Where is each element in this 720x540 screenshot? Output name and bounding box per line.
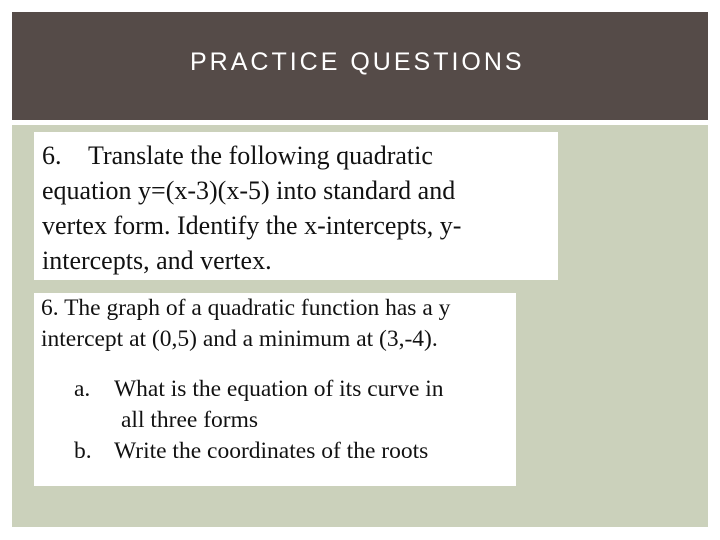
question-1-number: 6. (42, 141, 62, 170)
question-2-subitems (41, 374, 516, 467)
slide-content-panel (12, 125, 708, 527)
item-b-text: Write the coordinates of the roots (114, 438, 429, 464)
question-2-item-b (41, 436, 516, 467)
question-card-1 (34, 132, 558, 280)
item-a-continuation: all three forms (121, 407, 259, 433)
question-2-line-2: intercept at (0,5) and a minimum at (3,-4). (41, 326, 438, 352)
item-a-letter: a. (74, 376, 91, 402)
question-1-line-2: equation y=(x-3)(x-5) into standard and (42, 176, 456, 205)
question-card-2 (34, 293, 516, 486)
question-2-item-a (41, 374, 516, 405)
question-1-line-4: intercepts, and vertex. (42, 246, 272, 275)
slide-title: PRACTICE QUESTIONS (190, 48, 525, 76)
item-b-letter: b. (74, 438, 92, 464)
question-2-line-1: 6. The graph of a quadratic function has a y (41, 295, 451, 321)
question-1-line-1 (42, 138, 558, 173)
item-a-text: What is the equation of its curve in (114, 376, 444, 402)
slide-title-bar (12, 12, 708, 120)
question-1-line-3: vertex form. Identify the x-intercepts, y- (42, 211, 462, 240)
question-1-text-1: Translate the following quadratic (88, 141, 433, 170)
